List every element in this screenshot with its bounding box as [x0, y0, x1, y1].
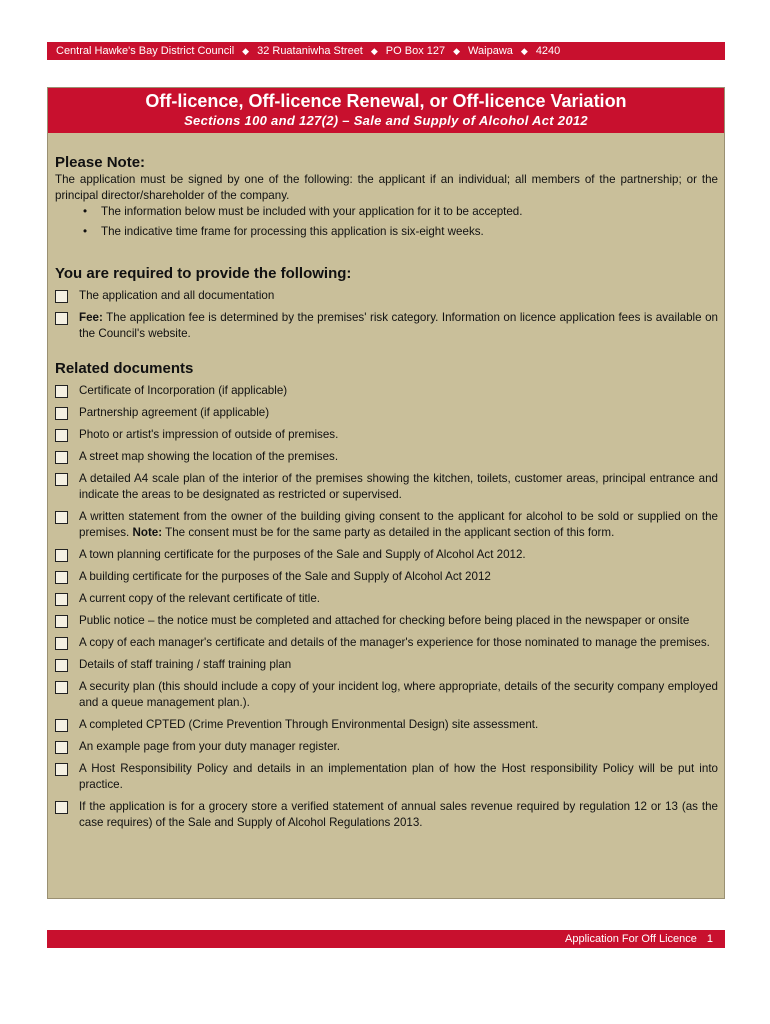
form-subtitle: Sections 100 and 127(2) – Sale and Supply of Alcohol Act 2012	[184, 113, 588, 128]
town: Waipawa	[468, 45, 513, 57]
diamond-separator-icon: ◆	[370, 46, 378, 56]
checklist-item-text: A street map showing the location of the premises.	[79, 450, 339, 463]
checklist-item-text: Certificate of Incorporation (if applicable)	[79, 384, 288, 397]
note-bullet: • The indicative time frame for processing this application is six-eight weeks.	[83, 225, 484, 238]
checklist-item-text: A security plan (this should include a copy of your incident log, where appropriate, details of the security company employed and a queue management plan.).	[79, 680, 718, 709]
checkbox[interactable]	[55, 511, 68, 524]
note-bullet: • The information below must be included with your application for it to be accepted.	[83, 205, 523, 218]
checklist-item	[55, 761, 718, 793]
checkbox[interactable]	[55, 719, 68, 732]
checklist-item-text: A current copy of the relevant certificate of title.	[79, 592, 321, 605]
diamond-separator-icon: ◆	[520, 46, 528, 56]
checklist-item	[55, 471, 718, 503]
checklist-item	[55, 799, 718, 831]
checklist-item-text: Details of staff training / staff training plan	[79, 658, 292, 671]
checkbox[interactable]	[55, 385, 68, 398]
checklist-item-note-label: Note:	[132, 526, 163, 539]
checklist-item	[55, 657, 718, 673]
checklist-item	[55, 547, 718, 563]
checklist-item	[55, 427, 718, 443]
application-form	[47, 87, 725, 899]
footer-title: Application For Off Licence	[565, 933, 697, 945]
checklist-item-text: The application and all documentation	[79, 289, 275, 302]
bullet-icon: •	[83, 205, 88, 218]
checkbox[interactable]	[55, 473, 68, 486]
postcode: 4240	[535, 45, 561, 57]
street-address: 32 Ruataniwha Street	[257, 45, 363, 57]
related-documents-checklist	[55, 383, 718, 831]
checklist-item	[55, 383, 718, 399]
checklist-item	[55, 509, 718, 541]
required-items-heading: You are required to provide the following:	[55, 265, 352, 282]
checkbox[interactable]	[55, 801, 68, 814]
checklist-item-text: A completed CPTED (Crime Prevention Through Environmental Design) site assessment.	[79, 718, 539, 731]
checklist-item-text: Photo or artist's impression of outside of premises.	[79, 428, 339, 441]
checklist-item-text: A Host Responsibility Policy and details in an implementation plan of how the Host responsibility Policy will be put into practice.	[79, 762, 718, 791]
note-bullet-list	[55, 204, 718, 240]
council-name: Central Hawke's Bay District Council	[56, 45, 235, 57]
checklist-item-text: A town planning certificate for the purposes of the Sale and Supply of Alcohol Act 2012.	[79, 548, 526, 561]
checkbox[interactable]	[55, 451, 68, 464]
checklist-item-text: Partnership agreement (if applicable)	[79, 406, 270, 419]
form-content	[48, 154, 724, 831]
checklist-item	[55, 405, 718, 421]
checkbox[interactable]	[55, 615, 68, 628]
checklist-item	[55, 310, 718, 342]
checklist-item-label: Fee:	[79, 311, 103, 324]
po-box: PO Box 127	[385, 45, 446, 57]
checklist-item-text: Public notice – the notice must be completed and attached for checking before being placed in the newspaper or onsite	[79, 614, 690, 627]
bullet-icon: •	[83, 225, 88, 238]
checklist-item	[55, 591, 718, 607]
page-footer	[47, 930, 725, 948]
checklist-item-text: A written statement from the owner of the building giving consent to the applicant for alcohol to be sold or supplied on the premises. Note: The consent must be for the same party as detailed in the applicant section of this form.	[79, 510, 718, 539]
checklist-item-text: An example page from your duty manager register.	[79, 740, 340, 753]
checkbox[interactable]	[55, 659, 68, 672]
checklist-item	[55, 635, 718, 651]
diamond-separator-icon: ◆	[242, 46, 250, 56]
checklist-item-text: A copy of each manager's certificate and details of the manager's experience for those nominated to manage the premises.	[79, 636, 710, 649]
checklist-item	[55, 613, 718, 629]
checkbox[interactable]	[55, 741, 68, 754]
checkbox[interactable]	[55, 637, 68, 650]
checklist-item	[55, 739, 718, 755]
checkbox[interactable]	[55, 593, 68, 606]
checkbox[interactable]	[55, 681, 68, 694]
checklist-item	[55, 288, 718, 304]
signing-requirement-text: The application must be signed by one of the following: the applicant if an individual; all members of the partnership; or the principal director/shareholder of the company.	[55, 173, 718, 202]
checkbox[interactable]	[55, 549, 68, 562]
related-documents-heading: Related documents	[55, 360, 194, 377]
checklist-item	[55, 449, 718, 465]
checklist-item-text: Fee: The application fee is determined by the premises' risk category. Information on licence application fees is available on the Council's website.	[79, 311, 718, 340]
checklist-item-text: If the application is for a grocery store a verified statement of annual sales revenue required by regulation 12 or 13 (as the case requires) of the Sale and Supply of Alcohol Regulations 2013.	[79, 800, 718, 829]
checklist-item-text: A detailed A4 scale plan of the interior of the premises showing the kitchen, toilets, customer areas, principal entrance and indicate the areas to be designated as restricted or supervised.	[79, 472, 718, 501]
checkbox[interactable]	[55, 312, 68, 325]
checkbox[interactable]	[55, 571, 68, 584]
checkbox[interactable]	[55, 763, 68, 776]
checkbox[interactable]	[55, 429, 68, 442]
checklist-item-text: A building certificate for the purposes of the Sale and Supply of Alcohol Act 2012	[79, 570, 491, 583]
checklist-item	[55, 717, 718, 733]
checklist-item	[55, 679, 718, 711]
form-header	[48, 88, 724, 133]
page-number: 1	[706, 933, 713, 945]
please-note-heading: Please Note:	[55, 154, 146, 171]
checklist-item	[55, 569, 718, 585]
council-contact-bar	[47, 42, 725, 60]
checkbox[interactable]	[55, 407, 68, 420]
checkbox[interactable]	[55, 290, 68, 303]
required-checklist	[55, 288, 718, 342]
form-title: Off-licence, Off-licence Renewal, or Off-licence Variation	[145, 91, 627, 111]
diamond-separator-icon: ◆	[453, 46, 461, 56]
